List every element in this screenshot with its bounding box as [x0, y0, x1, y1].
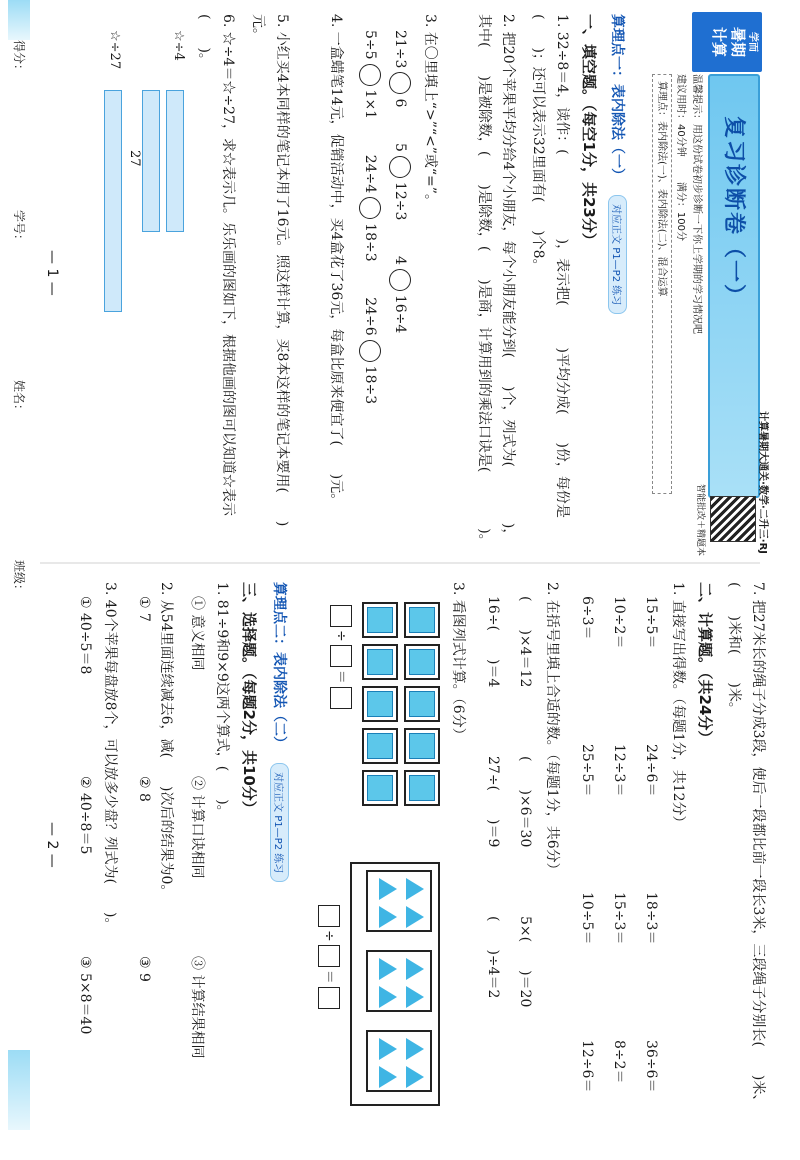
fill-item: 16÷( )＝4 — [485, 596, 501, 688]
compare-circle[interactable] — [359, 64, 381, 86]
bar-label-27: 27 — [127, 150, 142, 167]
header-band — [640, 12, 772, 560]
bar-label-bottom: ☆÷27 — [107, 30, 122, 70]
triangle-icon — [406, 1038, 424, 1060]
question-1: 1. 32÷8＝4，读作：( )，表示把( )平均分成( )份，每份是( )；还可以表示32里面有( )个8。 — [530, 14, 570, 518]
tile-icon — [362, 686, 398, 722]
section2-chip: 对应正文 P1—P2 练习 — [270, 763, 289, 882]
compare-circle[interactable] — [389, 269, 411, 291]
left-page — [0, 0, 800, 560]
page-number-2: — 2 — — [44, 822, 60, 868]
option-item[interactable]: ② 计算口诀相同 — [189, 776, 205, 879]
choice-question-3: 3. 40个苹果每盘放8个，可以放多少盘？列式为( )。 — [102, 582, 118, 932]
bar-short — [166, 90, 184, 232]
compare-right: 18÷3 — [362, 365, 378, 405]
calc-item: 6÷3＝ — [579, 596, 595, 640]
choice-question-1: 1. 81÷9和9×9这两个算式，( )。 — [214, 582, 230, 819]
fill-item: ( )÷4＝2 — [485, 916, 501, 999]
equation-boxes-2: ÷＝ — [318, 902, 340, 1012]
compare-left: 4 — [392, 255, 408, 265]
triangle-icon — [406, 958, 424, 980]
tile-icon — [404, 644, 440, 680]
tile-grid — [362, 602, 440, 832]
brand-logo — [692, 12, 762, 72]
score-label: 得分： — [12, 40, 26, 77]
calc-item: 10÷2＝ — [611, 596, 627, 649]
answer-box[interactable] — [318, 987, 340, 1009]
tile-icon — [404, 728, 440, 764]
options-row — [76, 596, 96, 1116]
calc-item: 10÷5＝ — [579, 892, 595, 945]
triangle-icon — [379, 878, 397, 900]
compare-right: 1×1 — [362, 89, 378, 120]
page-number-1: — 1 — — [44, 250, 60, 296]
tip-text: 温馨提示：用这份试卷初步诊断一下你上学期的学习情况吧 — [691, 74, 702, 334]
compare-right: 12÷3 — [392, 181, 408, 221]
option-item[interactable]: ③ 计算结果相同 — [189, 956, 205, 1059]
calc-item: 15÷3＝ — [611, 892, 627, 945]
calc-grid — [578, 596, 662, 1116]
calc-row — [578, 596, 598, 1116]
fill-item: 27÷( )＝9 — [485, 756, 501, 848]
equation-boxes-1: ÷＝ — [330, 602, 352, 832]
bar-mid — [142, 90, 160, 232]
compare-right: 16÷4 — [392, 294, 408, 334]
calc-item: 15÷5＝ — [643, 596, 659, 649]
option-item[interactable]: ② 8 — [136, 776, 152, 802]
answer-box[interactable] — [330, 645, 352, 667]
section1-title: 算理点一：表内除法（一） — [609, 14, 625, 182]
fill-item: 5×( )＝20 — [517, 916, 533, 1008]
calc-row — [642, 596, 662, 1116]
compare-left: 5 — [392, 142, 408, 152]
tile-icon — [362, 770, 398, 806]
compare-circle[interactable] — [359, 340, 381, 362]
calc-item: 36÷6＝ — [643, 1040, 659, 1093]
calc-item: 24÷6＝ — [643, 744, 659, 797]
bar-long — [104, 90, 122, 312]
triangle-icon — [406, 906, 424, 928]
section1-chip: 对应正文 P1—P2 练习 — [608, 195, 627, 314]
compare-left: 5÷5 — [362, 30, 378, 60]
range-box: 算理点：表内除法(一)、表内除法(二)、混合运算 — [652, 74, 672, 494]
question-2: 2. 把20个苹果平均分给4个小朋友，每个小朋友能分到( )个，列式为( )，其中( )是被除数，( )是除数，( )是商，计算用到的乘法口诀是( )。 — [476, 14, 516, 548]
part2-heading: 二、计算题。（共24分） — [696, 582, 714, 746]
brand-line3: 计算 — [710, 26, 728, 57]
calc-item: 12÷6＝ — [579, 1040, 595, 1093]
answer-box[interactable] — [318, 905, 340, 927]
compare-circle[interactable] — [389, 156, 411, 178]
part1-heading: 一、填空题。（每空1分，共23分） — [580, 14, 598, 248]
compare-row-2 — [358, 30, 382, 550]
choice-options-3 — [76, 596, 96, 1116]
answer-box[interactable] — [318, 945, 340, 967]
choice-options-2 — [136, 596, 152, 1116]
calc-item: 25÷5＝ — [579, 744, 595, 797]
picture-tiles — [330, 602, 440, 832]
tile-icon — [404, 770, 440, 806]
binding-margin — [2, 0, 38, 1132]
right-page — [0, 572, 800, 1132]
option-item[interactable]: ① 7 — [136, 596, 152, 622]
qr-caption: 智能批改＋精题本 — [695, 483, 705, 556]
calc-item: 8÷2＝ — [611, 1040, 627, 1084]
calc-row — [610, 596, 630, 1116]
tile-icon — [404, 602, 440, 638]
triangle-icon — [406, 1066, 424, 1088]
suggested-time: 建议用时：40分钟 — [675, 74, 686, 157]
name-label: 姓名： — [12, 380, 26, 417]
bar-diagram — [58, 30, 188, 550]
compare-row-1 — [388, 30, 412, 550]
option-item[interactable]: ③ 5×8＝40 — [77, 956, 93, 1035]
triangle-icon — [379, 958, 397, 980]
edge-decoration-left — [8, 0, 30, 40]
brand-line1: 学而 — [747, 32, 758, 52]
option-item[interactable]: ① 40÷5＝8 — [77, 596, 93, 675]
triangle-icon — [406, 878, 424, 900]
question-7: 7. 把27米长的绳子分成3段，使后一段都比前一段长3米，三段绳子分别长( )米、( )米和( )米。 — [726, 582, 766, 1109]
question-3: 3. 在〇里填上“>”“<”或“=”。 — [422, 14, 438, 208]
tile-icon — [362, 728, 398, 764]
sub-question-1: 1. 直接写出得数。（每题1分，共12分） — [670, 582, 686, 830]
triangle-icon — [379, 1038, 397, 1060]
calc-item: 12÷3＝ — [611, 744, 627, 797]
sub-question-3: 3. 看图列式计算。（6分） — [450, 582, 466, 742]
triangle-box — [366, 950, 432, 1012]
question-6: 6. ☆÷4＝☆÷27，求☆表示几。乐乐画的图如下，根据他画的图可以知道☆表示( )。 — [196, 14, 236, 516]
qr-code-icon[interactable] — [710, 496, 756, 542]
option-item[interactable]: ① 意义相同 — [189, 596, 205, 671]
option-item[interactable]: ③ 9 — [136, 956, 152, 982]
compare-right: 6 — [392, 98, 408, 108]
meta-line — [675, 74, 690, 263]
page-title: 复习诊断卷（一） — [721, 116, 746, 309]
title-box — [708, 74, 760, 498]
fill-grid — [484, 596, 536, 1116]
question-4: 4. 一盒蜡笔14元，促销活动中，买4盒花了36元，每盒比原来便宜了( )元。 — [328, 14, 344, 508]
triangle-icon — [379, 1066, 397, 1088]
fill-item: ( )×4＝12 — [517, 596, 533, 688]
class-label: 班级： — [12, 560, 26, 597]
answer-box[interactable] — [330, 605, 352, 627]
answer-box[interactable] — [330, 687, 352, 709]
compare-circle[interactable] — [389, 72, 411, 94]
section2-title: 算理点二：表内除法（二） — [271, 582, 287, 750]
fill-item: ( )×6＝30 — [517, 756, 533, 848]
triangle-icon — [379, 986, 397, 1008]
number-label: 学号： — [12, 210, 26, 247]
tile-icon — [362, 644, 398, 680]
triangle-icon — [379, 906, 397, 928]
compare-circle[interactable] — [359, 197, 381, 219]
question-5: 5. 小红买4本同样的笔记本用了16元。照这样计算，买8本这样的笔记本要用( )元。 — [250, 14, 290, 527]
triangle-box — [366, 870, 432, 932]
picture-triangles — [300, 862, 440, 1112]
choice-options-1 — [188, 596, 208, 1116]
calc-item: 18÷3＝ — [643, 892, 659, 945]
page-fold — [40, 562, 760, 564]
tile-icon — [362, 602, 398, 638]
compare-left: 21÷3 — [392, 30, 408, 69]
section1-header — [608, 14, 628, 554]
series-label: 计算暑期大通关·数学·二升三·RJ — [757, 411, 768, 554]
brand-line2: 暑期 — [729, 26, 747, 57]
sub-question-2: 2. 在括号里填上合适的数。（每题1分，共6分） — [544, 582, 560, 877]
option-item[interactable]: ② 40÷8＝5 — [77, 776, 93, 855]
options-row — [136, 596, 152, 1116]
fill-row — [484, 596, 504, 1116]
compare-left: 24÷4 — [362, 154, 378, 194]
triangle-box — [366, 1030, 432, 1092]
options-row — [188, 596, 208, 1116]
tile-icon — [404, 686, 440, 722]
edge-decoration-right — [8, 1050, 30, 1130]
compare-right: 18÷3 — [362, 223, 378, 262]
choice-question-2: 2. 从54里面连续减去6，减( )次后的结果为0。 — [158, 582, 174, 899]
part3-heading: 三、选择题。（每题2分，共10分） — [240, 582, 258, 816]
compare-left: 24÷6 — [362, 297, 378, 336]
bar-label-top: ☆÷4 — [171, 30, 186, 61]
full-score: 满分：100分 — [675, 181, 686, 242]
fill-row — [516, 596, 536, 1116]
triangle-icon — [406, 986, 424, 1008]
section2-header — [270, 582, 290, 1122]
